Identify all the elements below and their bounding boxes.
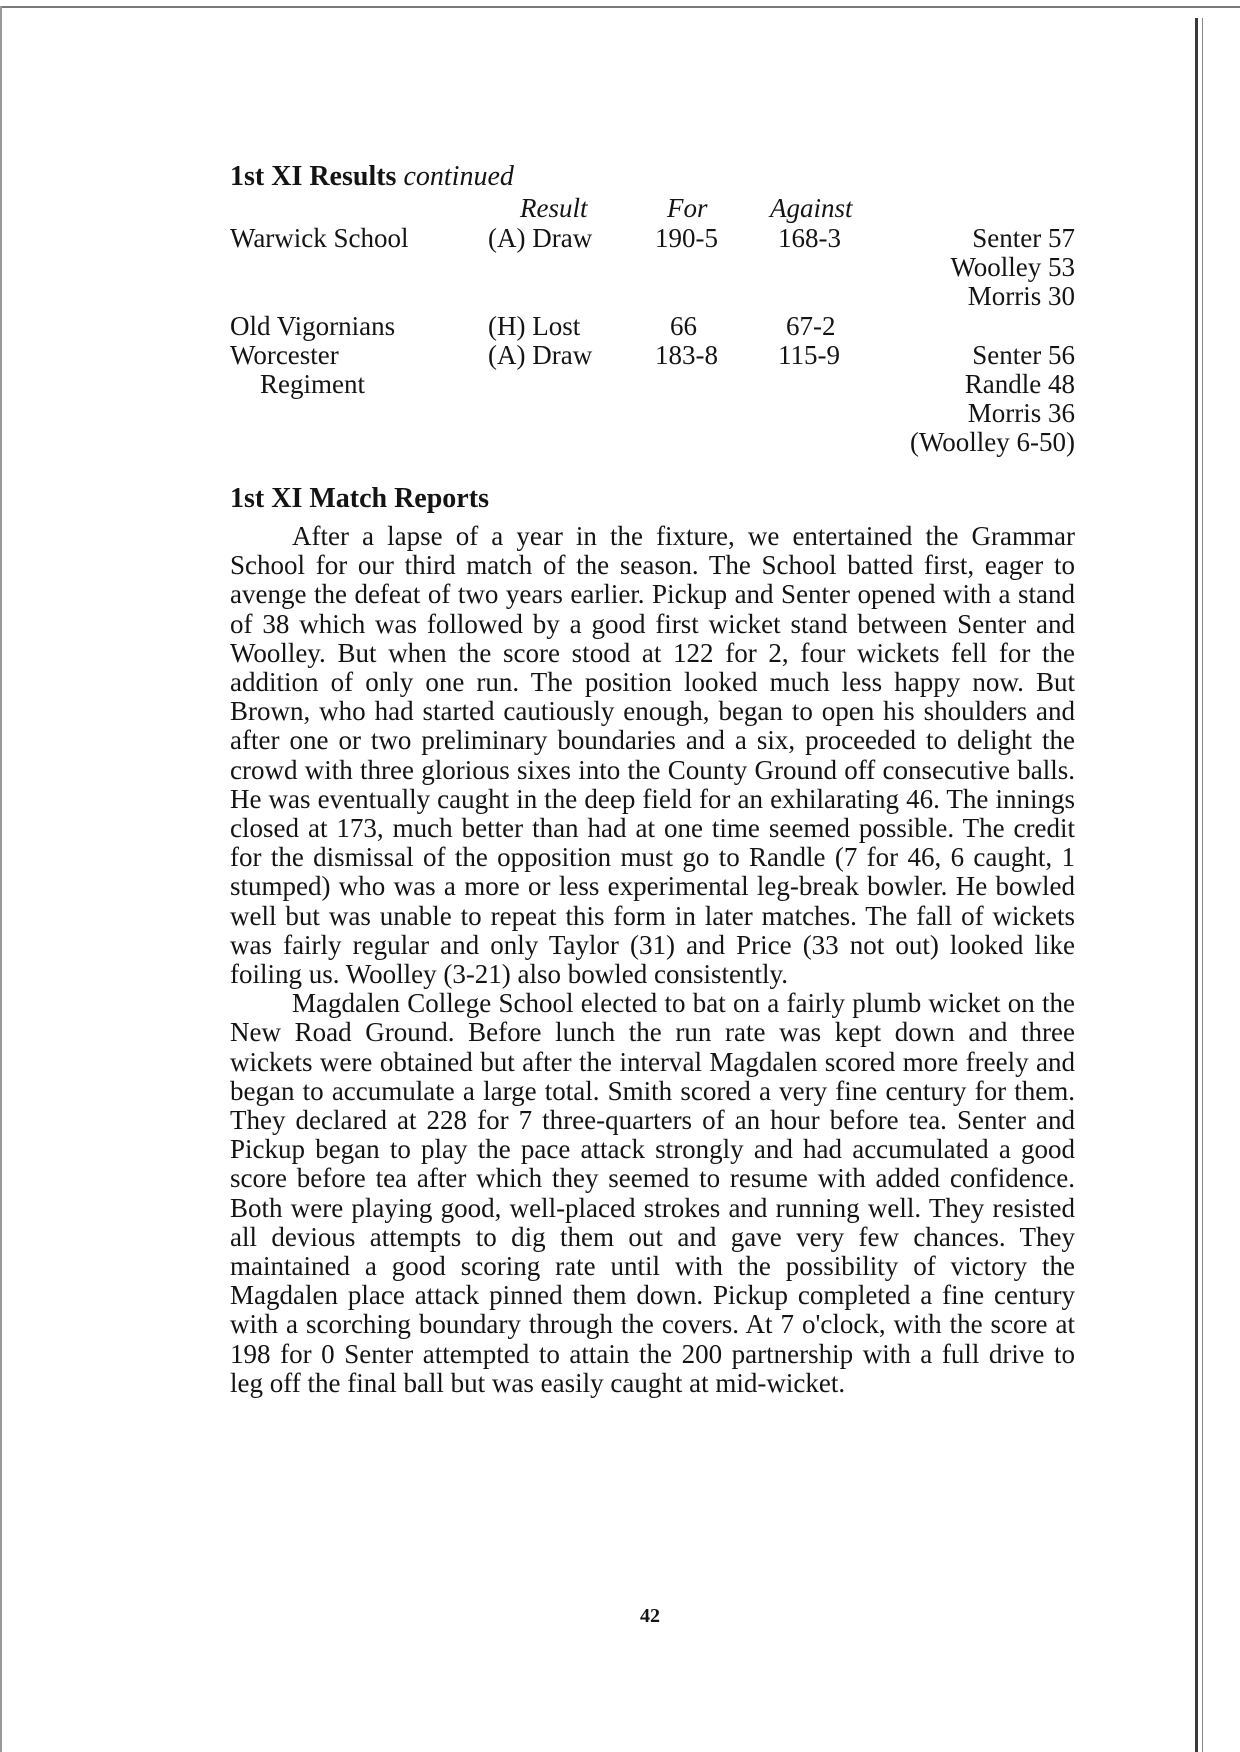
page-number: 42: [640, 1605, 660, 1627]
header-against: Against: [770, 193, 853, 223]
row1-score-2: Woolley 53: [950, 252, 1075, 282]
row1-result: (A) Draw: [488, 223, 593, 253]
row1-for: 190-5: [655, 223, 718, 253]
header-result: Result: [520, 193, 588, 223]
row3-against: 115-9: [778, 340, 840, 370]
document-page: [230, 160, 1075, 1398]
report-paragraph-1: After a lapse of a year in the fixture, we entertained the Grammar School for our third match of the season. The School batted first, eager to avenge the defeat of two years earlier. Pickup and Senter opened with a stand of 38 which was followed by a good first wicket stand between Senter and Woolley. But when the score stood at 122 for 2, four wickets fell for the addition of only one run. The position looked much less happy now. But Brown, who had started cautiously enough, began to open his shoulders and after one or two preliminary boundaries and a six, proceeded to delight the crowd with three glorious sixes into the County Ground off consecutive balls. He was eventually caught in the deep field for an exhilarating 46. The innings closed at 173, much better than had at one time seemed possible. The credit for the dismissal of the opposition must go to Randle (7 for 46, 6 caught, 1 stumped) who was a more or less experimental leg-break bowler. He bowled well but was unable to repeat this form in later matches. The fall of wickets was fairly regular and only Taylor (31) and Price (33 not out) looked like foiling us. Woolley (3-21) also bowled consistently.: [230, 521, 1075, 990]
row3-score-3: Morris 36: [967, 398, 1075, 428]
page-gutter-edge: [1195, 18, 1198, 1752]
row3-result: (A) Draw: [488, 340, 593, 370]
row2-team: Old Vigornians: [230, 311, 396, 341]
results-table: [230, 194, 1075, 494]
row1-team: Warwick School: [230, 223, 409, 253]
row1-score-3: Morris 30: [967, 281, 1075, 311]
row1-against: 168-3: [778, 223, 841, 253]
row2-for: 66: [670, 311, 697, 341]
scan-border-left: [0, 6, 2, 1752]
row2-against: 67-2: [786, 311, 836, 341]
row3-score-2: Randle 48: [964, 369, 1075, 399]
header-for: For: [667, 193, 708, 223]
row3-score-1: Senter 56: [972, 340, 1075, 370]
row3-team: Worcester: [230, 340, 339, 370]
row2-result: (H) Lost: [488, 311, 581, 341]
results-title-main: 1st XI Results: [230, 161, 397, 192]
row1-score-1: Senter 57: [972, 223, 1075, 253]
row3-team-line2: Regiment: [260, 369, 365, 399]
scan-border-top: [0, 6, 1240, 8]
row3-score-4: (Woolley 6-50): [909, 427, 1075, 457]
report-paragraph-2: Magdalen College School elected to bat on a fairly plumb wicket on the New Road Ground. Before lunch the run rate was kept down and three wickets were obtained but after the interval Magdalen scored more freely and began to accumulate a large total. Smith scored a very fine century for them. They declared at 228 for 7 three-quarters of an hour before tea. Senter and Pickup began to play the pace attack strongly and had accumulated a good score before tea after which they seemed to resume with added confidence. Both were playing good, well-placed strokes and running well. They resisted all devious attempts to dig them out and gave very few chances. They maintained a good scoring rate until with the possibility of victory the Magdalen place attack pinned them down. Pickup completed a fine century with a scorching boundary through the covers. At 7 o'clock, with the score at 198 for 0 Senter attempted to attain the 200 partnership with a full drive to leg off the final ball but was easily caught at mid-wicket.: [230, 988, 1075, 1398]
results-title: [230, 160, 1075, 194]
page-gutter-edge-inner: [1202, 18, 1203, 1752]
results-title-suffix: continued: [403, 161, 514, 192]
reports-title: 1st XI Match Reports: [230, 483, 489, 514]
row3-for: 183-8: [655, 340, 718, 370]
